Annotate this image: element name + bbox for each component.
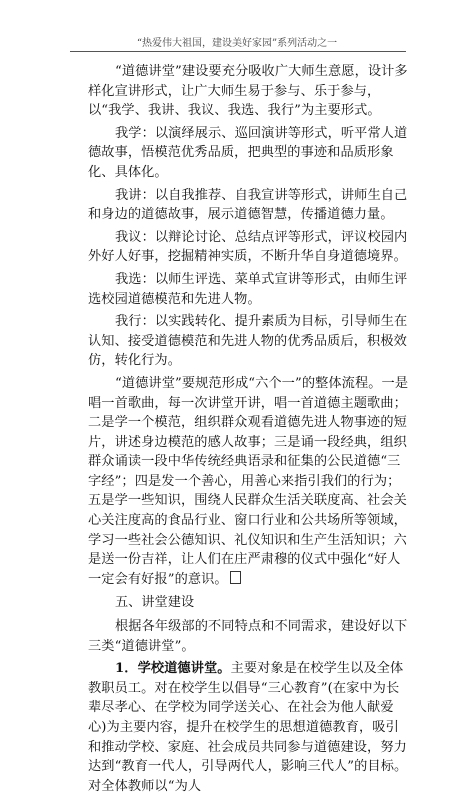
header-rule [70, 51, 406, 52]
paragraph-wo-yi: 我议：以辩论讨论、总结点评等形式，评议校园内外好人好事，挖掘精神实质，不断升华自身道德境界。 [88, 229, 408, 265]
document-body [88, 62, 412, 796]
paragraph-intro: “道德讲堂”建设要充分吸收广大师生意愿，设计多样化宣讲形式，让广大师生易于参与、乐于参与，以“我学、我讲、我议、我选、我行”为主要形式。 [88, 64, 408, 119]
paragraph-wo-xue: 我学：以演绎展示、巡回演讲等形式，听平常人道德故事，悟模范优秀品质，把典型的事迹和品质形象化、具体化。 [88, 125, 408, 180]
paragraph-wo-xing: 我行：以实践转化、提升素质为目标，引导师生在认知、接受道德模范和先进人物的优秀品质后，积极效仿，转化行为。 [88, 314, 408, 369]
paragraph-wo-jiang: 我讲：以自我推荐、自我宣讲等形式，讲师生自己和身边的道德故事，展示道德智慧，传播道德力量。 [88, 187, 408, 223]
school-lecture-lead: 1．学校道德讲堂。 [115, 661, 231, 677]
paragraph-wo-xuan: 我选：以师生评选、菜单式宣讲等形式，由师生评选校园道德模范和先进人物。 [88, 271, 408, 307]
paragraph-school-lecture [88, 659, 412, 796]
paragraph-classes: 根据各年级部的不同特点和不同需求，建设好以下三类“道德讲堂”。 [88, 619, 408, 654]
page-header: “热爱伟大祖国，建设美好家园”系列活动之一 [136, 38, 338, 49]
placeholder-box-icon [230, 571, 241, 584]
section-heading: 五、讲堂建设 [115, 595, 195, 611]
school-lecture-text: 主要对象是在校学生以及全体教职员工。对在校学生以倡导“三心教育”(在家中为长辈尽孝心、在学校为同学送关心、在社会为他人献爱心)为主要内容，提升在校学生的思想道德教育，吸引和推动学校、家庭、社会成员共同参与道德建设，努力达到“教育一代人，引导两代人，影响三代人”的目标。对全体教师以“为人 [88, 661, 408, 794]
paragraph-six-steps [88, 374, 412, 590]
six-steps-text: “道德讲堂”要规范形成“六个一”的整体流程。一是唱一首歌曲，每一次讲堂开讲，唱一首道德主题歌曲；二是学一个模范，组织群众观看道德先进人物事迹的短片，讲述身边模范的感人故事；三是诵一段经典，组织群众诵读一段中华传统经典语录和征集的公民道德“三字经”；四是发一个善心，用善心来指引我们的行为；五是学一些知识，围绕人民群众生活关联度高、社会关心关注度高的食品行业、窗口行业和公共场所等领域，学习一些社会公德知识、礼仪知识和生产生活知识；六是送一份吉祥，让人们在庄严肃穆的仪式中强化“好人一定会有好报”的意识。 [88, 375, 409, 587]
